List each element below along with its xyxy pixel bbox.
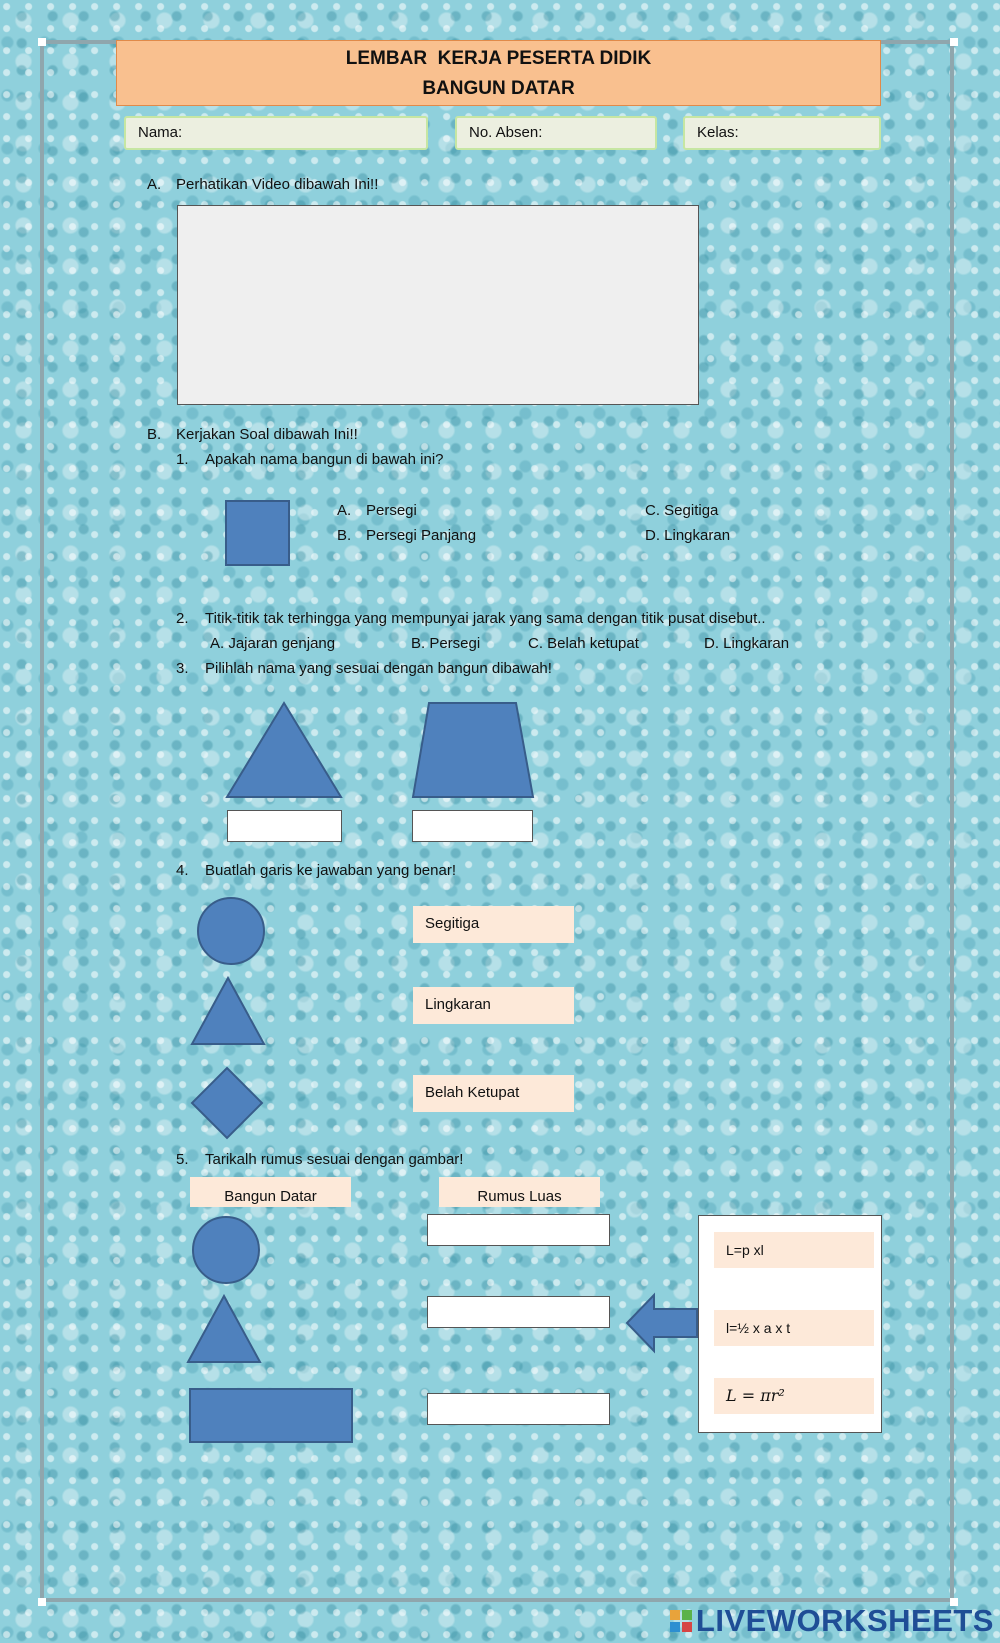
q2-opt-a[interactable]: A. Jajaran genjang [210, 635, 336, 652]
name-field[interactable] [124, 116, 428, 150]
trapezoid-shape [410, 700, 536, 800]
q2-opt-b[interactable]: B. Persegi [411, 635, 481, 652]
title-line-2: BANGUN DATAR [422, 78, 575, 99]
diamond-shape[interactable] [190, 1066, 264, 1140]
name-label: Nama: [138, 124, 183, 141]
q2-opt-c[interactable]: C. Belah ketupat [528, 635, 639, 652]
circle-shape [189, 1213, 263, 1287]
q1-opt-c[interactable]: C. Segitiga [645, 502, 719, 519]
q4-text: Buatlah garis ke jawaban yang benar! [205, 862, 457, 879]
formula-lingkaran[interactable]: L = πr² [714, 1378, 874, 1414]
formula-segitiga[interactable]: l=½ x a x t [714, 1310, 874, 1346]
q5-drop-box-3[interactable] [427, 1393, 610, 1425]
kelas-field[interactable] [683, 116, 881, 150]
kelas-label: Kelas: [697, 124, 739, 141]
q2-number: 2. [176, 610, 189, 627]
triangle-shape [185, 1293, 263, 1365]
q1-text: Apakah nama bangun di bawah ini? [205, 451, 444, 468]
q3-number: 3. [176, 660, 189, 677]
q4-answer-belah-ketupat[interactable]: Belah Ketupat [413, 1075, 574, 1112]
triangle-shape [224, 700, 344, 800]
arrow-left-icon [624, 1292, 700, 1354]
video-player[interactable] [177, 205, 699, 405]
logo-text: LIVEWORKSHEETS [695, 1603, 994, 1638]
triangle-shape[interactable] [189, 975, 267, 1047]
absen-field[interactable] [455, 116, 657, 150]
section-a-text: Perhatikan Video dibawah Ini!! [176, 176, 379, 193]
absen-label: No. Absen: [469, 124, 543, 141]
frame-corner [38, 38, 46, 46]
q5-text: Tarikalh rumus sesuai dengan gambar! [205, 1151, 464, 1168]
liveworksheets-logo[interactable] [670, 1604, 994, 1638]
q2-opt-d[interactable]: D. Lingkaran [704, 635, 790, 652]
q1-opt-a-text[interactable]: Persegi [366, 502, 417, 519]
section-a-label: A. [147, 176, 162, 193]
q4-answer-segitiga[interactable]: Segitiga [413, 906, 574, 943]
logo-mark-icon [670, 1610, 692, 1632]
q4-number: 4. [176, 862, 189, 879]
frame-corner [950, 38, 958, 46]
q5-drop-box-2[interactable] [427, 1296, 610, 1328]
rectangle-shape [188, 1387, 356, 1445]
q5-drop-box-1[interactable] [427, 1214, 610, 1246]
formula-persegi-panjang[interactable]: L=p xl [714, 1232, 874, 1268]
q1-number: 1. [176, 451, 189, 468]
col-header-rumus-luas: Rumus Luas [439, 1177, 600, 1207]
q3-answer-input-2[interactable] [412, 810, 533, 842]
q1-opt-a-letter[interactable]: A. [337, 502, 352, 519]
circle-shape[interactable] [194, 894, 268, 968]
worksheet-title [116, 40, 881, 106]
q1-opt-b-text[interactable]: Persegi Panjang [366, 527, 477, 544]
q4-answer-lingkaran[interactable]: Lingkaran [413, 987, 574, 1024]
formula-panel [698, 1215, 882, 1433]
col-header-bangun-datar: Bangun Datar [190, 1177, 351, 1207]
q3-text: Pilihlah nama yang sesuai dengan bangun dibawah! [205, 660, 552, 677]
section-b-label: B. [147, 426, 162, 443]
q1-opt-b-letter[interactable]: B. [337, 527, 352, 544]
q5-number: 5. [176, 1151, 189, 1168]
q3-answer-input-1[interactable] [227, 810, 342, 842]
section-b-text: Kerjakan Soal dibawah Ini!! [176, 426, 358, 443]
title-line-1: LEMBAR KERJA PESERTA DIDIK [345, 48, 652, 69]
square-shape [224, 499, 292, 567]
frame-corner [38, 1598, 46, 1606]
q1-opt-d[interactable]: D. Lingkaran [645, 527, 731, 544]
q2-text: Titik-titik tak terhingga yang mempunyai jarak yang sama dengan titik pusat disebut.. [205, 610, 766, 627]
